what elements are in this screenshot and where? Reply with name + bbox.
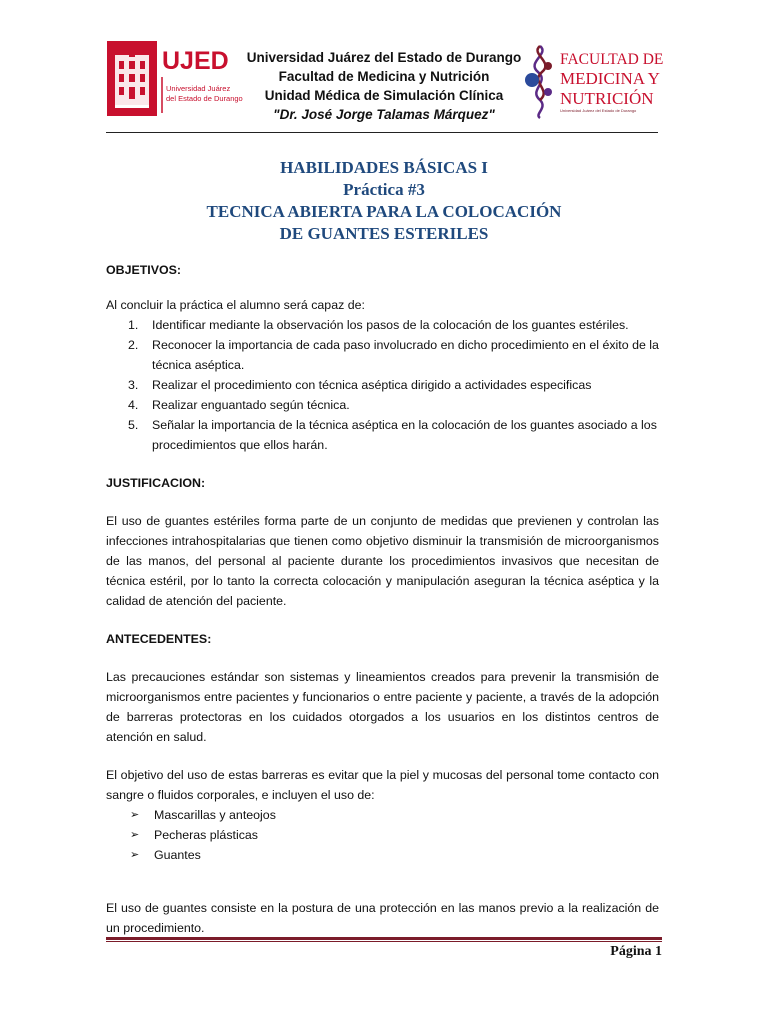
objetivos-heading: OBJETIVOS: <box>106 263 182 277</box>
list-item-text: Identificar mediante la observación los pasos de la colocación de los guantes estériles. <box>152 318 629 332</box>
arrow-bullet-icon: ➢ <box>130 849 140 861</box>
fac-line-1: FACULTAD DE <box>560 51 664 68</box>
header-divider <box>106 132 658 133</box>
list-item-number: 2. <box>128 338 139 352</box>
fac-line-2: MEDICINA Y <box>560 69 660 88</box>
ujed-sub2: del Estado de Durango <box>166 94 243 103</box>
list-item <box>106 805 659 825</box>
justificacion-heading: JUSTIFICACION: <box>106 476 206 490</box>
list-item-number: 1. <box>128 318 139 332</box>
fac-sub: Universidad Juárez del Estado de Durango <box>560 108 637 113</box>
list-item <box>106 335 659 375</box>
antecedentes-paragraph-2: El objetivo del uso de estas barreras es evitar que la piel y mucosas del personal tome contacto con sangre o fluidos corporales, e incluyen el uso de: <box>106 768 659 802</box>
list-item-number: 4. <box>128 398 139 412</box>
list-item-text: Mascarillas y anteojos <box>154 808 276 822</box>
list-item <box>106 415 659 455</box>
list-item <box>106 825 659 845</box>
justificacion-text: El uso de guantes estériles forma parte de un conjunto de medidas que previenen y controlan las infecciones intrahospitalarias que tienen como objetivo disminuir la transmisión de microorganismos de las manos, del personal al paciente durante los procedimientos invasivos que necesitan de técnica estéril, por lo tanto la correcta colocación y manipulación aseguran la técnica aséptica y la calidad de atención del paciente. <box>106 514 659 608</box>
list-item-text: Realizar enguantado según técnica. <box>152 398 350 412</box>
ujed-logo <box>107 41 243 116</box>
list-item <box>106 395 659 415</box>
institution-header <box>230 48 538 124</box>
header-line-3: Unidad Médica de Simulación Clínica <box>264 88 504 103</box>
facultad-logo <box>520 40 664 120</box>
arrow-bullet-icon: ➢ <box>130 829 140 841</box>
header-line-4: "Dr. José Jorge Talamas Márquez" <box>273 107 495 122</box>
footer-divider-thin <box>106 941 662 942</box>
list-item-text: Guantes <box>154 848 201 862</box>
antecedentes-paragraph-1: Las precauciones estándar son sistemas y lineamientos creados para prevenir la transmisión de microorganismos entre pacientes y funcionarios o entre paciente y paciente, a través de la adopción de barreras protectoras en los cuidados otorgados a los usuarios en los distintos centros de atención en salud. <box>106 670 659 744</box>
header-line-2: Facultad de Medicina y Nutrición <box>278 69 490 84</box>
list-item-text: Reconocer la importancia de cada paso involucrado en dicho procedimiento en el éxito de la técnica aséptica. <box>152 338 659 372</box>
objetivos-list <box>106 315 659 455</box>
list-item-text: Señalar la importancia de la técnica aséptica en la colocación de los guantes asociado a los procedimientos que ellos harán. <box>152 418 657 452</box>
page-number: Página 1 <box>610 944 662 959</box>
footer-divider <box>106 937 662 940</box>
antecedentes-paragraph-3: El uso de guantes consiste en la postura de una protección en las manos previo a la realización de un procedimiento. <box>106 901 659 935</box>
page-header <box>0 0 768 140</box>
antecedentes-heading: ANTECEDENTES: <box>106 632 212 646</box>
header-line-1: Universidad Juárez del Estado de Durango <box>246 50 522 65</box>
fac-line-3: NUTRICIÓN <box>560 89 654 108</box>
document-title <box>100 157 668 245</box>
title-line-2: Práctica #3 <box>343 180 425 199</box>
list-item-text: Realizar el procedimiento con técnica aséptica dirigido a actividades especificas <box>152 378 592 392</box>
ujed-sub1: Universidad Juárez <box>166 84 231 93</box>
list-item <box>106 315 659 335</box>
arrow-bullet-icon: ➢ <box>130 809 140 821</box>
list-item <box>106 375 659 395</box>
barreras-list <box>106 805 659 865</box>
list-item-number: 3. <box>128 378 139 392</box>
list-item <box>106 845 659 865</box>
title-line-4: DE GUANTES ESTERILES <box>279 224 489 243</box>
objetivos-intro: Al concluir la práctica el alumno será capaz de: <box>106 298 365 312</box>
title-line-3: TECNICA ABIERTA PARA LA COLOCACIÓN <box>206 202 562 221</box>
ujed-wordmark: UJED <box>162 47 229 75</box>
document-body <box>106 260 659 938</box>
list-item-number: 5. <box>128 418 139 432</box>
title-line-1: HABILIDADES BÁSICAS I <box>280 158 488 177</box>
list-item-text: Pecheras plásticas <box>154 828 258 842</box>
